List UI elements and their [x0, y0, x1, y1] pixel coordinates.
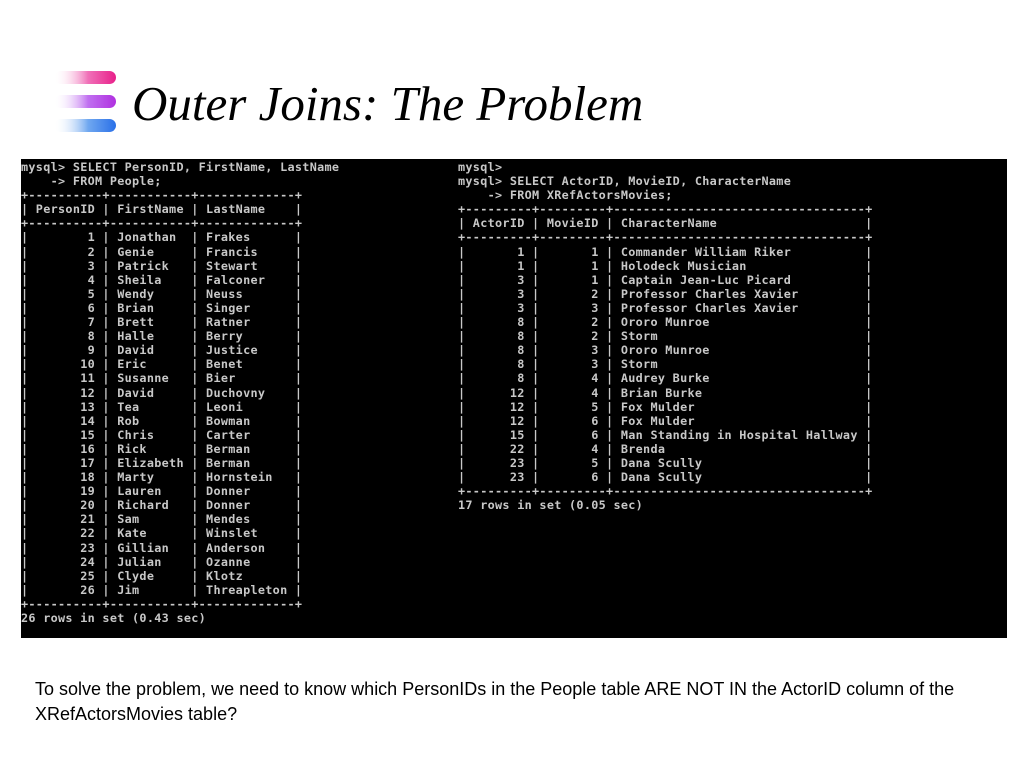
table-row: | 18 | Marty | Hornstein |: [21, 470, 303, 485]
table-border: +----------+-----------+-------------+: [21, 188, 303, 203]
table-row: | 8 | Halle | Berry |: [21, 329, 303, 344]
table-header: | ActorID | MovieID | CharacterName |: [458, 216, 873, 231]
table-row: | 24 | Julian | Ozanne |: [21, 554, 303, 569]
table-row: | 7 | Brett | Ratner |: [21, 315, 303, 330]
table-row: | 13 | Tea | Leoni |: [21, 399, 303, 414]
prompt-line: mysql> SELECT PersonID, FirstName, LastName: [21, 160, 340, 174]
table-row: | 1 | 1 | Commander William Riker |: [458, 244, 873, 259]
logo-stripe-purple: [54, 95, 116, 108]
slide-caption: To solve the problem, we need to know which PersonIDs in the People table ARE NOT IN the ActorID column of the XRefActorsMovies table?: [35, 679, 955, 724]
table-row: | 3 | 1 | Captain Jean-Luc Picard |: [458, 272, 873, 287]
table-row: | 9 | David | Justice |: [21, 343, 303, 358]
result-summary: 17 rows in set (0.05 sec): [458, 498, 644, 513]
table-border: +----------+-----------+-------------+: [21, 596, 303, 611]
prompt-line: -> FROM People;: [21, 174, 162, 189]
table-row: | 1 | 1 | Holodeck Musician |: [458, 258, 873, 273]
table-border: +----------+-----------+-------------+: [21, 216, 303, 231]
table-row: | 12 | 4 | Brian Burke |: [458, 385, 873, 400]
table-row: | 8 | 2 | Ororo Munroe |: [458, 315, 873, 330]
table-row: | 21 | Sam | Mendes |: [21, 512, 303, 527]
logo-stripe-pink: [54, 71, 116, 84]
table-row: | 22 | 4 | Brenda |: [458, 441, 873, 456]
table-header: | PersonID | FirstName | LastName |: [21, 202, 303, 217]
table-row: | 6 | Brian | Singer |: [21, 300, 303, 315]
mysql-console: [21, 159, 1007, 638]
table-border: +---------+---------+----------------------------------+: [458, 230, 873, 245]
table-row: | 25 | Clyde | Klotz |: [21, 568, 303, 583]
table-row: | 4 | Sheila | Falconer |: [21, 272, 303, 287]
prompt-line: mysql> SELECT ActorID, MovieID, CharacterName: [458, 174, 792, 189]
table-row: | 20 | Richard | Donner |: [21, 498, 303, 513]
table-row: | 22 | Kate | Winslet |: [21, 526, 303, 541]
table-row: | 2 | Genie | Francis |: [21, 244, 303, 259]
table-row: | 12 | 5 | Fox Mulder |: [458, 399, 873, 414]
logo-stripe-blue: [54, 119, 116, 132]
table-row: | 1 | Jonathan | Frakes |: [21, 230, 303, 245]
prompt-line: -> FROM XRefActorsMovies;: [458, 188, 673, 203]
table-row: | 23 | Gillian | Anderson |: [21, 540, 303, 555]
table-row: | 15 | Chris | Carter |: [21, 427, 303, 442]
table-row: | 3 | Patrick | Stewart |: [21, 258, 303, 273]
table-row: | 11 | Susanne | Bier |: [21, 371, 303, 386]
table-row: | 3 | 3 | Professor Charles Xavier |: [458, 300, 873, 315]
table-border: +---------+---------+----------------------------------+: [458, 202, 873, 217]
table-row: | 12 | David | Duchovny |: [21, 385, 303, 400]
table-row: | 26 | Jim | Threapleton |: [21, 582, 303, 597]
table-row: | 8 | 3 | Storm |: [458, 357, 873, 372]
table-row: | 16 | Rick | Berman |: [21, 441, 303, 456]
table-row: | 8 | 4 | Audrey Burke |: [458, 371, 873, 386]
slide-title: Outer Joins: The Problem: [132, 76, 644, 131]
prompt-line: mysql>: [458, 160, 503, 174]
xref-query-output: [458, 160, 873, 512]
table-row: | 8 | 3 | Ororo Munroe |: [458, 343, 873, 358]
table-row: | 8 | 2 | Storm |: [458, 329, 873, 344]
people-query-output: [21, 160, 339, 625]
table-row: | 23 | 6 | Dana Scully |: [458, 470, 873, 485]
table-border: +---------+---------+----------------------------------+: [458, 484, 873, 499]
table-row: | 15 | 6 | Man Standing in Hospital Hallway |: [458, 427, 873, 442]
slide-logo-stripes: [52, 66, 122, 138]
table-row: | 17 | Elizabeth | Berman |: [21, 455, 303, 470]
table-row: | 23 | 5 | Dana Scully |: [458, 455, 873, 470]
result-summary: 26 rows in set (0.43 sec): [21, 611, 207, 625]
table-row: | 12 | 6 | Fox Mulder |: [458, 413, 873, 428]
table-row: | 19 | Lauren | Donner |: [21, 484, 303, 499]
table-row: | 10 | Eric | Benet |: [21, 357, 303, 372]
table-row: | 3 | 2 | Professor Charles Xavier |: [458, 286, 873, 301]
table-row: | 5 | Wendy | Neuss |: [21, 286, 303, 301]
table-row: | 14 | Rob | Bowman |: [21, 413, 303, 428]
